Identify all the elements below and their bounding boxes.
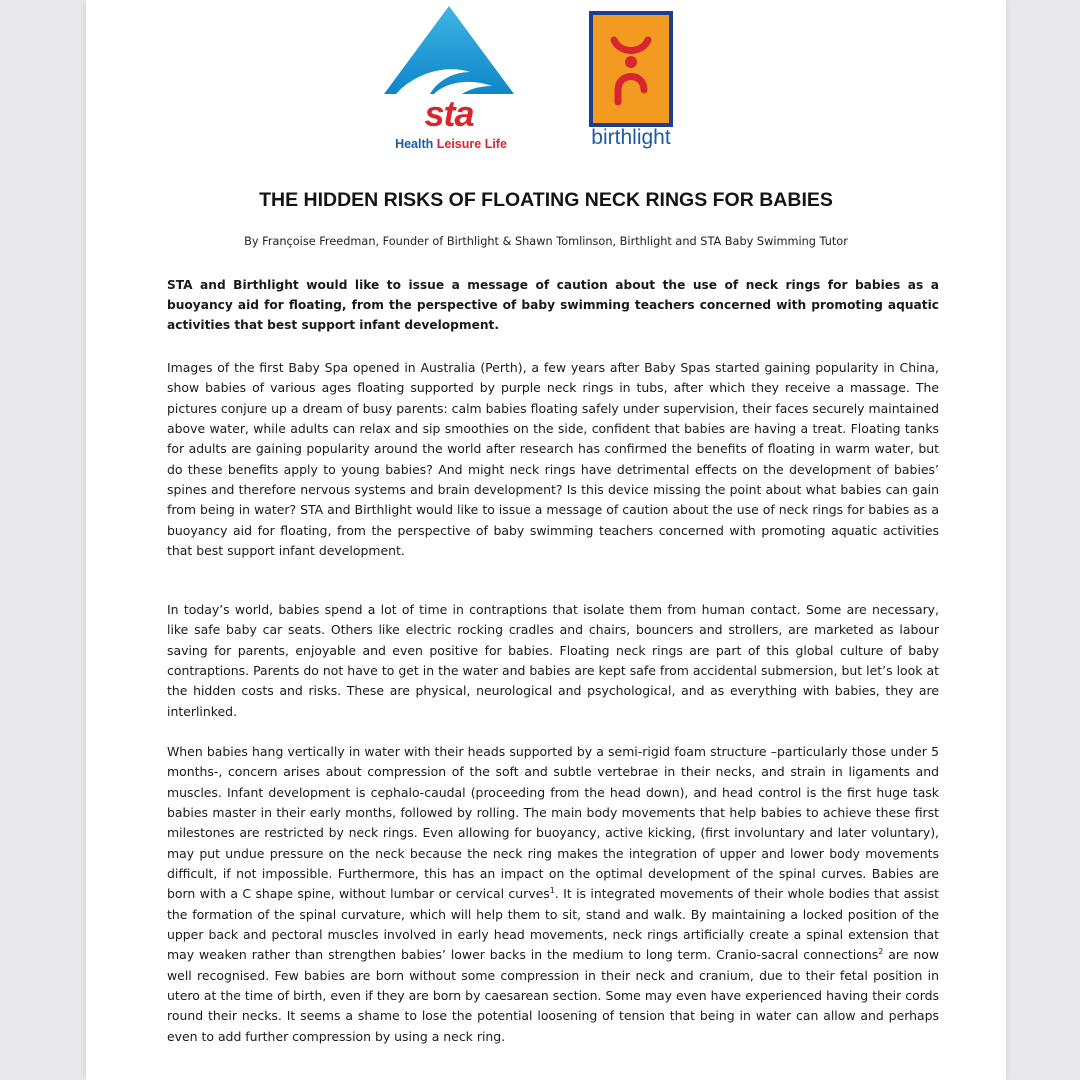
sta-triangle-icon <box>384 6 514 94</box>
birthlight-wordmark: birthlight <box>591 126 671 149</box>
footnote-ref-1: 1 <box>549 886 555 896</box>
sta-tag-leisure: Leisure <box>436 137 482 151</box>
intro-paragraph: STA and Birthlight would like to issue a message of caution about the use of neck rings for babies as a buoyancy aid for floating, from the perspective of baby swimming teachers concerned with promoting aquatic activities that best support infant development. <box>167 278 939 332</box>
byline: By Françoise Freedman, Founder of Birthlight & Shawn Tomlinson, Birthlight and STA Baby Swimming Tutor <box>244 235 848 248</box>
paragraph-3-part-a: When babies hang vertically in water with their heads supported by a semi-rigid foam structure –particularly those under 5 months-, concern arises about compression of the soft and subtle vertebrae in their necks, and strain in ligaments and muscles. Infant development is cephalo-caudal (proceeding from the head down), and head control is the first huge task babies master in their early months, followed by rolling. The main body movements that help babies to achieve these first milestones are restricted by neck rings. Even allowing for buoyancy, active kicking, (first involuntary and later voluntary), may put undue pressure on the neck because the neck ring makes the integration of upper and lower body movements difficult, if not impossible. Furthermore, this has an impact on the optimal development of the spinal curves. Babies are born with a C shape spine, without lumbar or cervical curves <box>167 744 939 902</box>
paragraph-3-part-b: . It is integrated movements of their whole bodies that assist the formation of the spinal curvature, which will help them to sit, stand and walk. By maintaining a locked position of the upper back and pectoral muscles involved in early head movements, neck rings artificially create a spinal extension that may weaken rather than strengthen babies’ lower backs in the medium to long term. Cranio-sacral connections <box>167 886 939 963</box>
paragraph-1: Images of the first Baby Spa opened in Australia (Perth), a few years after Baby Spas started gaining popularity in China, show babies of various ages floating supported by purple neck rings in tubs, after which they receive a massage. The pictures conjure up a dream of busy parents: calm babies floating safely under supervision, their faces securely maintained above water, while adults can relax and sip smoothies on the side, confident that babies are having a treat. Floating tanks for adults are gaining popularity around the world after research has confirmed the benefits of floating in warm water, but do these benefits apply to young babies? And might neck rings have detrimental effects on the development of babies’ spines and therefore nervous systems and brain development? Is this device missing the point about what babies can gain from being in water? STA and Birthlight would like to issue a message of caution about the use of neck rings for babies as a buoyancy aid for floating, from the perspective of baby swimming teachers concerned with promoting aquatic activities that best support infant development. <box>167 360 939 559</box>
paragraph-2: In today’s world, babies spend a lot of time in contraptions that isolate them from human contact. Some are necessary, like safe baby car seats. Others like electric rocking cradles and chairs, bouncers and strollers, are marketed as labour saving for parents, enjoyable and even positive for babies. Floating neck rings are part of this global culture of baby contraptions. Parents do not have to get in the water and babies are kept safe from accidental submersion, but let’s look at the hidden costs and risks. These are physical, neurological and psychological, and as everything with babies, they are interlinked. <box>167 602 939 719</box>
sta-tagline <box>371 136 531 152</box>
document-title: THE HIDDEN RISKS OF FLOATING NECK RINGS FOR BABIES <box>259 189 833 211</box>
paragraph-3 <box>167 742 939 1047</box>
sta-tag-health: Health <box>395 137 434 151</box>
birthlight-logo <box>588 10 674 128</box>
paragraph-3-part-c: are now well recognised. Few babies are born without some compression in their neck and cranium, due to their fetal position in utero at the time of birth, even if they are born by caesarean section. Some may even have experienced having their cords round their necks. It seems a shame to lose the potential loosening of tension that being in water can allow and perhaps even to add further compression by using a neck ring. <box>167 947 939 1044</box>
document-page <box>86 0 1006 1080</box>
sta-wordmark: sta <box>424 93 474 134</box>
footnote-ref-2: 2 <box>878 947 884 957</box>
birthlight-head-icon <box>625 56 637 68</box>
sta-tag-life: Life <box>484 137 507 151</box>
